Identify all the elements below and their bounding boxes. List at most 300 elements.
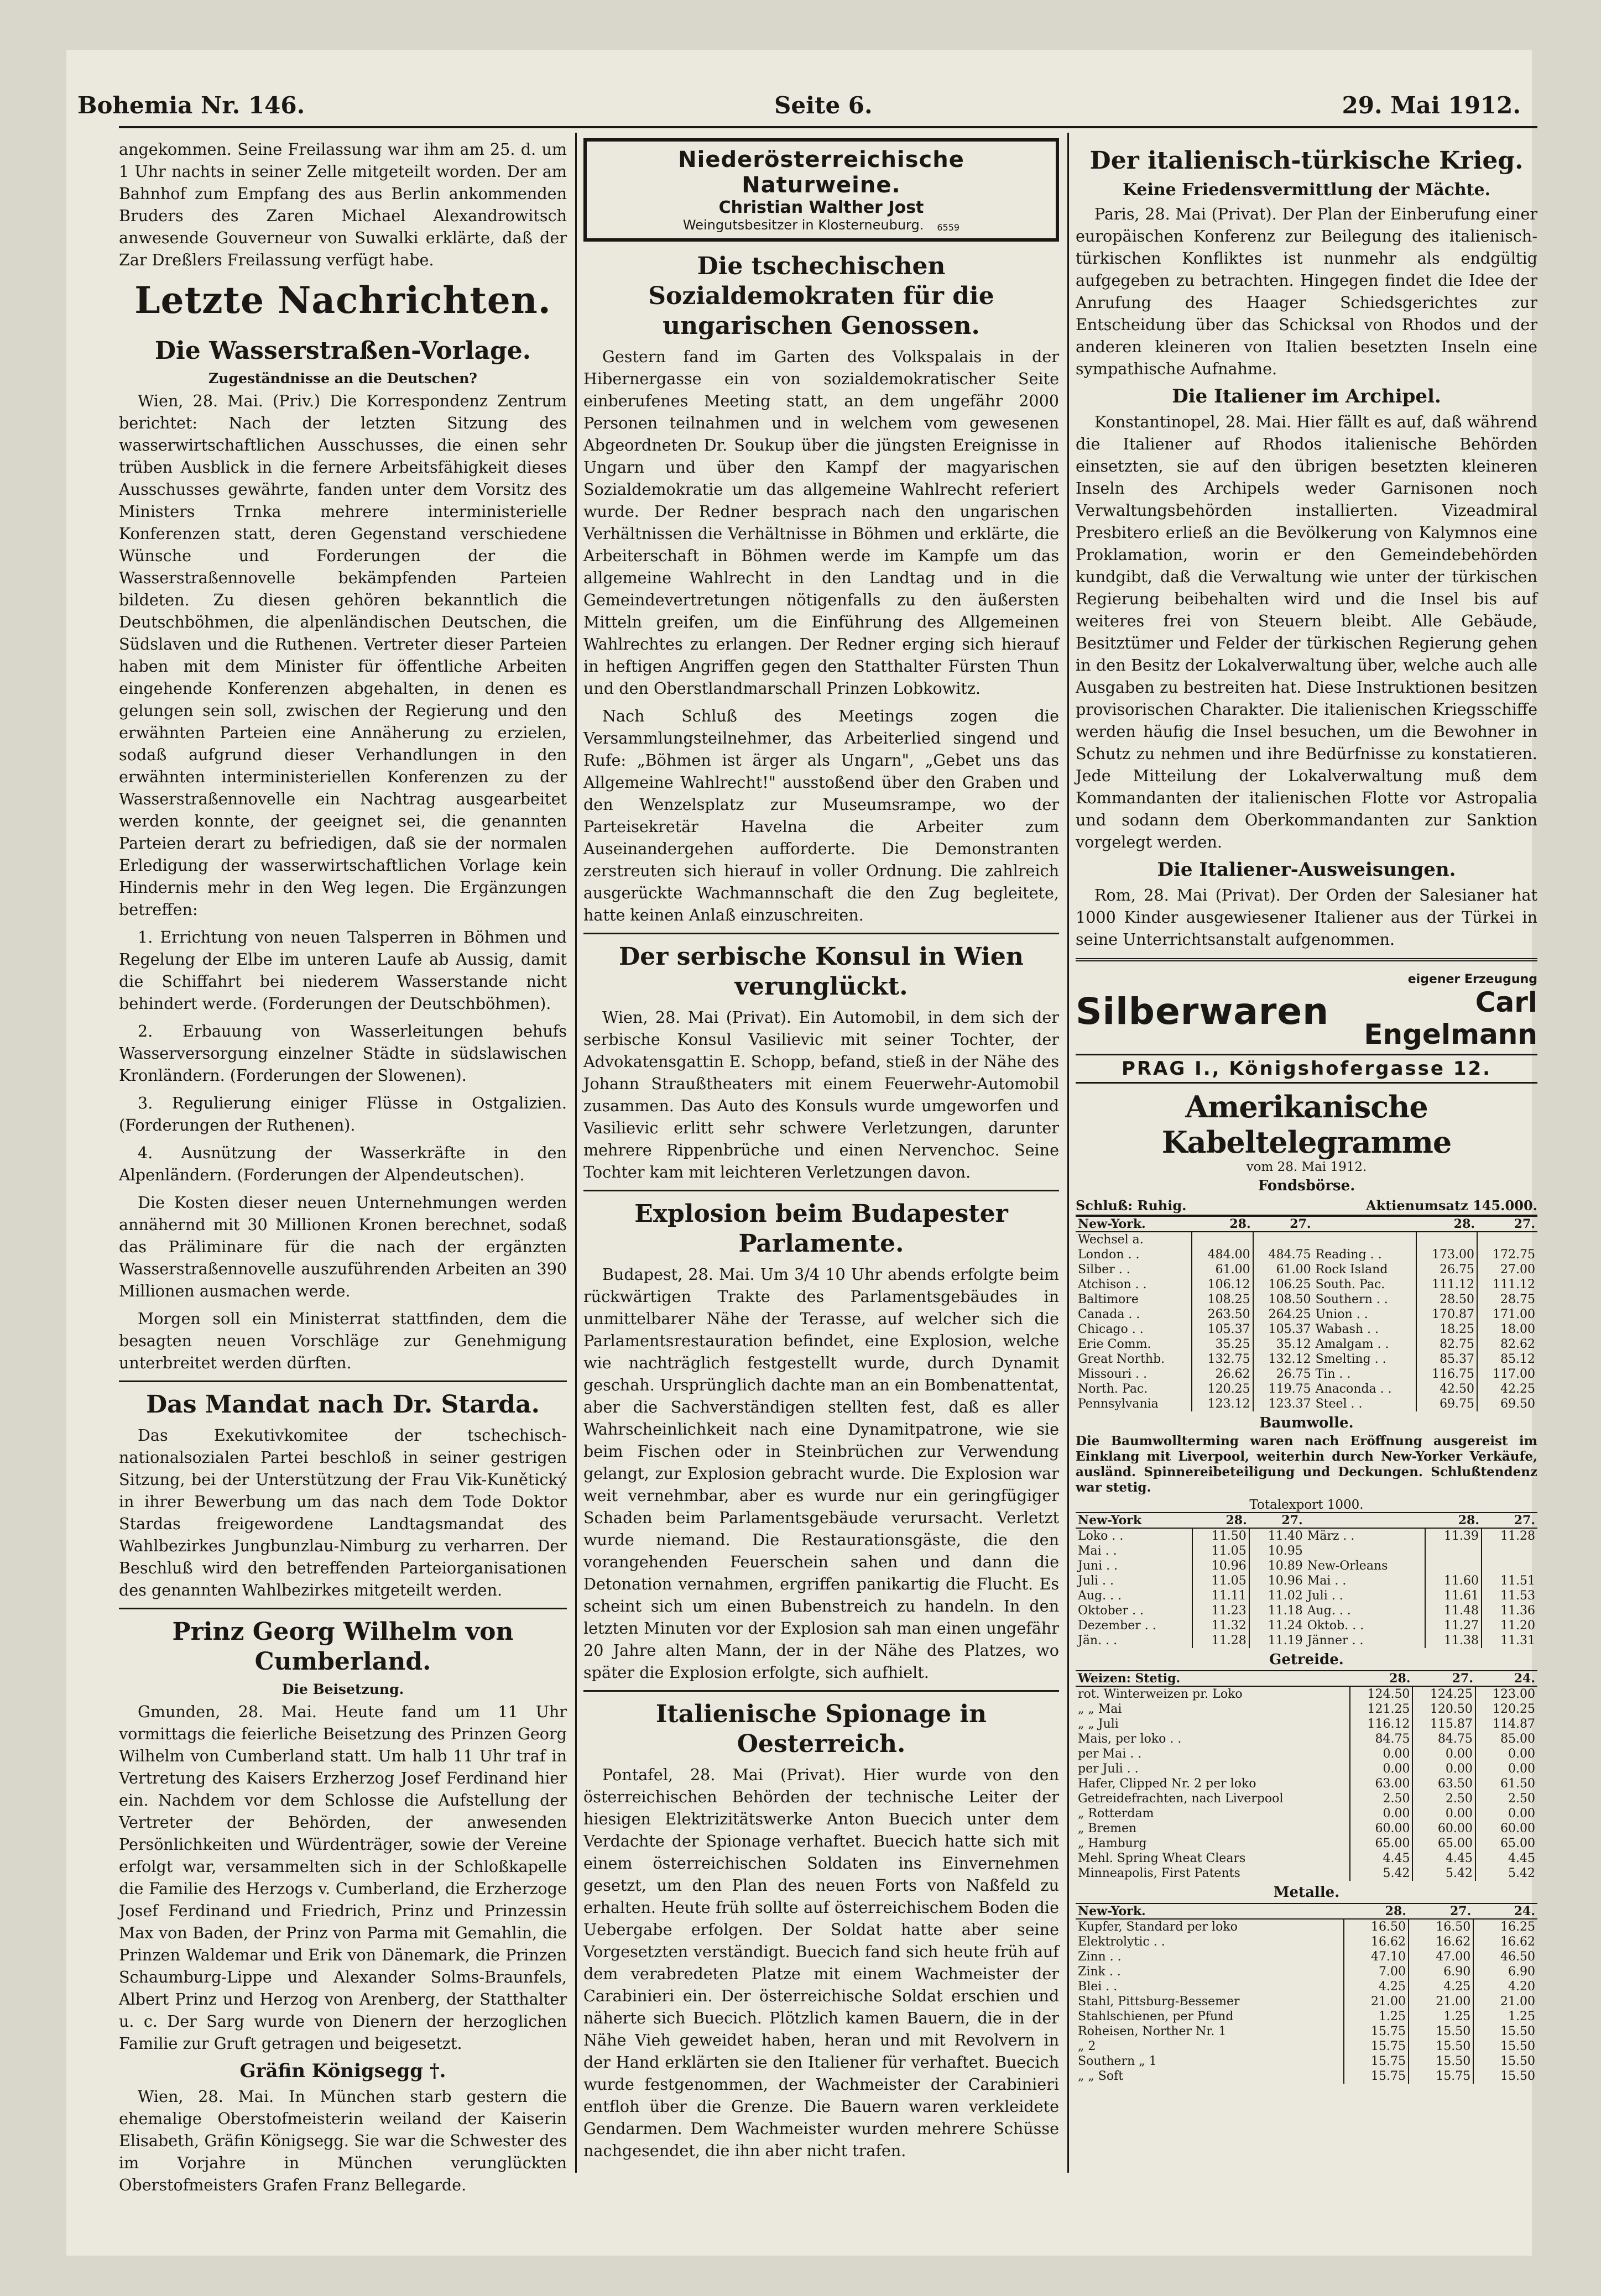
market-section: Metalle. <box>1273 1884 1340 1901</box>
article-title: Die Wasserstraßen-Vorlage. <box>154 337 531 365</box>
th: 24. <box>1473 1903 1537 1919</box>
article-title: Italienische Spionage in Oesterreich. <box>655 1700 987 1758</box>
table-cell: London . . <box>1078 1248 1140 1262</box>
table-cell: 16.62 <box>1344 1934 1409 1949</box>
wine-advertisement <box>583 138 1059 242</box>
table-cell: „ 2 <box>1078 2039 1096 2053</box>
table-cell: 4.20 <box>1473 1979 1537 1994</box>
article-paragraph: Wien, 28. Mai. In München starb gestern die ehemalige Oberstofmeisterin weiland der Kaiserin Elisabeth, Gräfin Königsegg. Sie war die Schwester des im Vorjahre in München verunglückten Oberstofmeisters Grafen Franz Bellegarde. <box>119 2087 567 2194</box>
table-cell: „ „ Juli <box>1078 1717 1119 1731</box>
table-cell: 11.31 <box>1482 1633 1537 1648</box>
article-paragraph: Wien, 28. Mai. (Priv.) Die Korrespondenz Zentrum berichtet: Nach der letzten Sitzung des wasserwirtschaftlichen Ausschusses, die einen sehr trüben Ausblick in die fernere Arbeitsfähigkeit dieses Ausschusses gewährte, fanden unter dem Vorsitz des Ministers Trnka mehrere interministerielle Konferenzen statt, deren Gegenstand verschiedene Wünsche und Forderungen der die Wasserstraßennovelle bekämpfenden Parteien bildeten. Zu diesen gehören bekanntlich die Deutschböhmen, die alpenländischen Deutschen, die Südslaven und die Ruthenen. Vertreter dieser Parteien haben mit dem Minister für öffentliche Arbeiten eingehende Konferenzen abgehalten, in denen es gelungen sein soll, zwischen der Regierung und den erwähnten Parteien eine Annäherung zu erzielen, sodaß aufgrund dieser Verhandlungen in den erwähnten interministeriellen Konferenzen zu der Wasserstraßennovelle ein Nachtrag ausgearbeitet werden konnte, der geeignet sei, die genannten Parteien derart zu befriedigen, daß sie der normalen Erledigung der wasserwirtschaftlichen Vorlage kein Hindernis mehr in den Weg legen. Die Ergänzungen betreffen: <box>119 391 567 919</box>
table-cell: 61.00 <box>1192 1262 1253 1277</box>
table-cell: 0.00 <box>1475 1746 1537 1761</box>
table-row <box>1076 1618 1537 1633</box>
table-cell: 0.00 <box>1475 1761 1537 1776</box>
ad-sub: Weingutsbesitzer in Klosterneuburg. <box>682 217 924 233</box>
table-cell: 4.45 <box>1350 1851 1412 1866</box>
table-cell: 47.10 <box>1344 1949 1409 1964</box>
table-cell: Juli . . <box>1078 1574 1114 1588</box>
article-title: Der italienisch-türkische Krieg. <box>1089 147 1524 175</box>
table-row <box>1076 1603 1537 1618</box>
th: 24. <box>1475 1671 1537 1686</box>
table-cell: 15.50 <box>1473 2069 1537 2084</box>
table-cell: 11.48 <box>1425 1603 1482 1618</box>
table-row <box>1076 1382 1537 1397</box>
table-cell: Dezember . . <box>1078 1619 1156 1633</box>
article-title: Die Italiener-Ausweisungen. <box>1157 859 1456 881</box>
table-cell: Wechsel a. <box>1078 1233 1144 1247</box>
table-cell: Steel . . <box>1315 1397 1363 1411</box>
table-cell <box>1425 1544 1482 1558</box>
grain-table <box>1076 1670 1537 1881</box>
table-row <box>1076 1776 1537 1791</box>
table-cell: Atchison . . <box>1078 1278 1147 1291</box>
table-cell: Amalgam . . <box>1315 1337 1389 1351</box>
silverware-advertisement <box>1076 969 1537 1055</box>
table-cell: Loko . . <box>1078 1529 1124 1543</box>
ad-name: Christian Walther Jost <box>718 198 924 217</box>
table-cell: Getreidefrachten, nach Liverpool <box>1078 1792 1284 1806</box>
table-row <box>1076 1761 1537 1776</box>
table-cell: 123.00 <box>1475 1686 1537 1702</box>
table-cell: 11.27 <box>1425 1618 1482 1633</box>
table-cell: 16.62 <box>1409 1934 1473 1949</box>
table-cell: 28.50 <box>1416 1292 1477 1307</box>
article-paragraph: Paris, 28. Mai (Privat). Der Plan der Einberufung einer europäischen Konferenz zur Beilegung des italienisch-türkischen Konfliktes ist nunmehr als endgültig aufgegeben zu betrachten. Hingegen findet die Idee der Anrufung des Haager Schiedsgerichtes zur Entscheidung über das Schicksal von Rhodos und der anderen kleineren von Italien besetzten Inseln eine sympathische Aufnahme. <box>1076 205 1537 378</box>
table-cell: Mehl. Spring Wheat Clears <box>1078 1852 1246 1865</box>
article-paragraph: Gmunden, 28. Mai. Heute fand um 11 Uhr vormittags die feierliche Beisetzung des Prinzen Georg Wilhelm von Cumberland statt. Um halb 11 Uhr traf in Vertretung des Kaisers Erzherzog Josef Ferdinand hier ein. Nachdem vor dem Schlosse die Aufstellung der Vertreter der Behörden, der anwesenden Persönlichkeiten und Würdenträger, sowie der Vereine erfolgt war, versammelten sich in der Schloßkapelle die Familie des Herzogs v. Cumberland, die Erzherzoge Josef Ferdinand und Friedrich, Prinz und Prinzessin Max von Baden, der Prinz von Parma mit Gemahlin, die Prinzen Waldemar und Erik von Dänemark, die Prinzen Schaumburg-Lippe und Alexander Solms-Braunfels, Albert Prinz und Herzog von Arenberg, der Statthalter u. c. Der Sarg wurde von Dienern der herzoglichen Familie zur Gruft getragen und beigesetzt. <box>119 1702 567 2053</box>
table-row <box>1076 1702 1537 1717</box>
article-title: Explosion beim Budapester Parlamente. <box>634 1200 1008 1258</box>
table-cell: 18.00 <box>1477 1322 1537 1337</box>
table-cell: 114.87 <box>1475 1717 1537 1732</box>
table-cell: Elektrolytic . . <box>1078 1935 1165 1949</box>
th: New-York <box>1076 1513 1192 1528</box>
table-header <box>1076 1903 1537 1919</box>
table-cell <box>1416 1232 1477 1247</box>
table-cell: 115.87 <box>1412 1717 1475 1732</box>
table-cell: 11.50 <box>1192 1528 1249 1544</box>
list-item: 2. Erbauung von Wasserleitungen behufs Wasserversorgung einzelner Städte in südslawischen Kronländern. (Forderungen der Slowenen). <box>119 1022 567 1085</box>
ad-title: Niederösterreichische Naturweine. <box>678 147 964 198</box>
table-cell: Pennsylvania <box>1078 1397 1159 1411</box>
table-cell: 4.25 <box>1344 1979 1409 1994</box>
table-cell: 7.00 <box>1344 1964 1409 1979</box>
divider <box>119 1380 567 1382</box>
table-cell: 15.50 <box>1409 2039 1473 2054</box>
table-cell: 85.12 <box>1477 1352 1537 1367</box>
table-cell: per Mai . . <box>1078 1747 1142 1761</box>
table-cell: Chicago . . <box>1078 1322 1144 1336</box>
table-cell: 0.00 <box>1350 1761 1412 1776</box>
table-cell: März . . <box>1307 1529 1355 1543</box>
table-cell: Silber . . <box>1078 1263 1130 1277</box>
table-row <box>1076 1791 1537 1806</box>
table-cell: Great Northb. <box>1078 1352 1165 1366</box>
table-cell: 11.28 <box>1482 1528 1537 1544</box>
table-cell: Blei . . <box>1078 1980 1118 1994</box>
table-row <box>1076 1292 1537 1307</box>
th: New-York. <box>1076 1903 1344 1919</box>
table-cell: 63.00 <box>1350 1776 1412 1791</box>
table-row <box>1076 1866 1537 1881</box>
table-cell: Oktob. . . <box>1307 1619 1364 1633</box>
table-cell: 108.25 <box>1192 1292 1253 1307</box>
article-paragraph: Das Exekutivkomitee der tschechisch-nationalsozialen Partei beschloß in seiner gestrigen Sitzung, bei der Unterstützung der Frau Vik-Kunětický in ihrer Bewerbung um das nach dem Tode Doktor Stardas freigewordene Landtagsmandat des Wahlbezirkes Jungbunzlau-Nimburg zu verharren. Der Beschluß wird den betreffenden Parteiorganisationen des genannten Wahlbezirkes mitgeteilt werden. <box>119 1426 567 1599</box>
article-title: Der serbische Konsul in Wien verunglückt. <box>619 943 1024 1001</box>
table-cell: North. Pac. <box>1078 1382 1148 1396</box>
table-cell: 119.75 <box>1253 1382 1313 1397</box>
table-cell: Roheisen, Norther Nr. 1 <box>1078 2025 1227 2038</box>
table-row <box>1076 1307 1537 1322</box>
table-cell: 123.12 <box>1192 1397 1253 1411</box>
table-cell: 10.96 <box>1192 1558 1249 1573</box>
market-note: Die Baumwollterming waren nach Eröffnung ausgereist im Einklang mit Liverpool, weiterhin durch New-Yorker Verkäufe, ausländ. Spinnereibeteiligung und Deckungen. Schlußtendenz war stetig. <box>1076 1434 1537 1495</box>
ad-firm <box>1329 972 1537 1050</box>
table-cell: 6.90 <box>1473 1964 1537 1979</box>
table-row <box>1076 1686 1537 1702</box>
table-cell: „ Hamburg <box>1078 1837 1147 1850</box>
table-row <box>1076 2054 1537 2069</box>
table-cell: 11.61 <box>1425 1588 1482 1603</box>
table-cell: 106.12 <box>1192 1277 1253 1292</box>
table-cell: 0.00 <box>1350 1806 1412 1821</box>
table-cell: 27.00 <box>1477 1262 1537 1277</box>
market-schluss: Schluß: Ruhig. <box>1076 1197 1187 1214</box>
table-cell: 11.40 <box>1249 1528 1305 1544</box>
table-cell: 11.18 <box>1249 1603 1305 1618</box>
table-row <box>1076 1397 1537 1411</box>
table-cell: 26.75 <box>1416 1262 1477 1277</box>
table-row <box>1076 1934 1537 1949</box>
th: 28. <box>1416 1216 1477 1232</box>
table-cell: 18.25 <box>1416 1322 1477 1337</box>
table-row <box>1076 1367 1537 1382</box>
table-cell: 60.00 <box>1475 1821 1537 1836</box>
article-paragraph: Die Kosten dieser neuen Unternehmungen werden annähernd mit 30 Millionen Kronen berechnet, sodaß das Präliminare für die nach der ergänzten Wasserstraßennovelle auszuführenden Arbeiten an 390 Millionen ausmachen werde. <box>119 1193 567 1300</box>
table-row <box>1076 2009 1537 2024</box>
table-cell: 15.50 <box>1473 2039 1537 2054</box>
table-cell: 11.36 <box>1482 1603 1537 1618</box>
table-cell: 172.75 <box>1477 1247 1537 1262</box>
table-cell <box>1477 1232 1537 1247</box>
table-row <box>1076 1979 1537 1994</box>
table-cell: 85.37 <box>1416 1352 1477 1367</box>
table-cell: 124.50 <box>1350 1686 1412 1702</box>
th: 28. <box>1350 1671 1412 1686</box>
table-cell: 63.50 <box>1412 1776 1475 1791</box>
table-cell: 111.12 <box>1477 1277 1537 1292</box>
table-header <box>1076 1513 1537 1528</box>
table-cell: 11.60 <box>1425 1573 1482 1588</box>
market-section: Getreide. <box>1269 1651 1344 1668</box>
table-cell: 4.45 <box>1412 1851 1475 1866</box>
table-cell: 65.00 <box>1475 1836 1537 1851</box>
table-cell: Canada . . <box>1078 1307 1140 1321</box>
table-header <box>1076 1216 1537 1232</box>
table-cell: Kupfer, Standard per loko <box>1078 1920 1238 1934</box>
table-cell: 124.25 <box>1412 1686 1475 1702</box>
table-cell: 11.11 <box>1192 1588 1249 1603</box>
table-cell: 21.00 <box>1473 1994 1537 2009</box>
table-cell: 15.75 <box>1409 2069 1473 2084</box>
table-cell: 105.37 <box>1253 1322 1313 1337</box>
table-cell: Tin . . <box>1315 1367 1351 1381</box>
table-cell: 263.50 <box>1192 1307 1253 1322</box>
table-cell: 171.00 <box>1477 1307 1537 1322</box>
th: 28. <box>1425 1513 1482 1528</box>
header-page: Seite 6. <box>774 91 873 119</box>
column-2 <box>583 138 1059 2173</box>
table-cell: Hafer, Clipped Nr. 2 per loko <box>1078 1777 1256 1791</box>
table-cell: 28.75 <box>1477 1292 1537 1307</box>
table-cell: Juli . . <box>1307 1589 1343 1603</box>
table-cell: 0.00 <box>1412 1746 1475 1761</box>
table-cell: 105.37 <box>1192 1322 1253 1337</box>
table-cell: 69.50 <box>1477 1397 1537 1411</box>
stock-table <box>1076 1216 1537 1411</box>
table-cell: 15.75 <box>1344 2054 1409 2069</box>
header-rule <box>119 126 1537 128</box>
table-cell: 16.62 <box>1473 1934 1537 1949</box>
th: 27. <box>1412 1671 1475 1686</box>
table-cell: Wabash . . <box>1315 1322 1379 1336</box>
column-divider-1 <box>575 133 577 2173</box>
table-cell: 85.00 <box>1475 1732 1537 1746</box>
table-cell: Mai . . <box>1078 1544 1117 1558</box>
table-cell <box>1192 1232 1253 1247</box>
table-cell: 2.50 <box>1350 1791 1412 1806</box>
column-divider-2 <box>1067 133 1069 2173</box>
table-cell: Southern . . <box>1315 1293 1388 1306</box>
table-cell: 60.00 <box>1350 1821 1412 1836</box>
table-cell: Zink . . <box>1078 1965 1121 1979</box>
table-cell: 108.50 <box>1253 1292 1313 1307</box>
column-1 <box>119 138 567 2194</box>
table-cell: 10.89 <box>1249 1558 1305 1573</box>
table-cell: Rock Island <box>1315 1263 1388 1277</box>
table-cell: 132.75 <box>1192 1352 1253 1367</box>
table-row <box>1076 1949 1537 1964</box>
table-cell: 84.75 <box>1412 1732 1475 1746</box>
article-subtitle: Zugeständnisse an die Deutschen? <box>208 370 477 386</box>
table-row <box>1076 2069 1537 2084</box>
column-3 <box>1076 138 1537 2178</box>
table-cell: 42.25 <box>1477 1382 1537 1397</box>
table-row <box>1076 1919 1537 1934</box>
divider <box>583 1190 1059 1191</box>
th: 28. <box>1192 1513 1249 1528</box>
table-cell: Mais, per loko . . <box>1078 1732 1182 1746</box>
table-cell: Aug. . . <box>1078 1589 1122 1603</box>
ad-name: Carl Engelmann <box>1364 986 1537 1050</box>
market-total: Totalexport 1000. <box>1249 1498 1364 1512</box>
table-cell: 65.00 <box>1350 1836 1412 1851</box>
table-row <box>1076 1717 1537 1732</box>
cotton-table <box>1076 1512 1537 1648</box>
market-section: Baumwolle. <box>1259 1415 1354 1431</box>
table-cell: 11.02 <box>1249 1588 1305 1603</box>
table-cell: 484.75 <box>1253 1247 1313 1262</box>
table-cell: 173.00 <box>1416 1247 1477 1262</box>
table-cell: Jän. . . <box>1078 1634 1118 1648</box>
table-cell: 1.25 <box>1344 2009 1409 2024</box>
table-cell: 10.96 <box>1249 1573 1305 1588</box>
table-cell: 42.50 <box>1416 1382 1477 1397</box>
table-cell: Stahlschienen, per Pfund <box>1078 2010 1234 2023</box>
table-cell: 11.51 <box>1482 1573 1537 1588</box>
table-cell: 15.50 <box>1409 2054 1473 2069</box>
table-cell: 15.75 <box>1344 2069 1409 2084</box>
table-cell: „ „ Mai <box>1078 1702 1122 1716</box>
table-row <box>1076 1573 1537 1588</box>
table-cell: 82.75 <box>1416 1337 1477 1352</box>
table-cell: Missouri . . <box>1078 1367 1148 1381</box>
table-row <box>1076 1528 1537 1544</box>
table-cell: 116.12 <box>1350 1717 1412 1732</box>
table-row <box>1076 1277 1537 1292</box>
table-cell: 11.38 <box>1425 1633 1482 1648</box>
table-cell: 5.42 <box>1412 1866 1475 1881</box>
table-row <box>1076 1964 1537 1979</box>
table-cell: 4.25 <box>1409 1979 1473 1994</box>
table-cell: Oktober . . <box>1078 1604 1144 1618</box>
th: 28. <box>1344 1903 1409 1919</box>
table-cell: 120.50 <box>1412 1702 1475 1717</box>
table-cell: Stahl, Pittsburg-Bessemer <box>1078 1995 1240 2009</box>
table-cell: 69.75 <box>1416 1397 1477 1411</box>
table-row <box>1076 1352 1537 1367</box>
table-cell: Reading . . <box>1315 1248 1382 1262</box>
list-item: 3. Regulierung einiger Flüsse in Ostgalizien. (Forderungen der Ruthenen). <box>119 1094 567 1134</box>
article-title: Die tschechischen Sozialdemokraten für die ungarischen Genossen. <box>648 252 994 340</box>
market-aktien: Aktienumsatz 145.000. <box>1365 1197 1537 1214</box>
table-cell <box>1253 1232 1313 1247</box>
market-title: Amerikanische Kabeltelegramme <box>1161 1089 1452 1160</box>
article-subtitle: Die Beisetzung. <box>281 1681 404 1697</box>
table-cell: 21.00 <box>1344 1994 1409 2009</box>
article-subtitle: Keine Friedensvermittlung der Mächte. <box>1122 180 1491 200</box>
th: 27. <box>1249 1513 1305 1528</box>
table-cell: 484.00 <box>1192 1247 1253 1262</box>
th: 27. <box>1482 1513 1537 1528</box>
article-title: Das Mandat nach Dr. Starda. <box>146 1390 540 1419</box>
table-header <box>1076 1671 1537 1686</box>
table-cell: 11.20 <box>1482 1618 1537 1633</box>
table-cell <box>1482 1544 1537 1558</box>
table-cell: „ „ Soft <box>1078 2069 1124 2083</box>
article-paragraph: Nach Schluß des Meetings zogen die Versammlungsteilnehmer, das Arbeiterlied singend und Rufe: „Böhmen ist ärger als Ungarn", „Gebet uns das Allgemeine Wahlrecht!" ausstoßend über den Graben und den Wenzelsplatz zur Museumsrampe, wo der Parteisekretär Havelna die Arbeiter zum Auseinandergehen aufforderte. Die Demonstranten zerstreuten sich hierauf in voller Ordnung. Die zahlreich ausgerückte Wachmannschaft die den Zug begleitete, hatte keinen Anlaß einzuschreiten. <box>583 707 1059 924</box>
table-row <box>1076 2024 1537 2039</box>
table-cell <box>1425 1558 1482 1573</box>
table-cell: 15.50 <box>1473 2054 1537 2069</box>
th <box>1305 1513 1425 1528</box>
article-paragraph: Rom, 28. Mai (Privat). Der Orden der Salesianer hat 1000 Kinder ausgewiesener Italiener aus der Türkei in seine Unterrichtsanstalt aufgenommen. <box>1076 886 1537 949</box>
table-cell: 82.62 <box>1477 1337 1537 1352</box>
table-cell: 46.50 <box>1473 1949 1537 1964</box>
table-cell: 5.42 <box>1350 1866 1412 1881</box>
th: Weizen: Stetig. <box>1076 1671 1350 1686</box>
table-cell: 15.50 <box>1409 2024 1473 2039</box>
th: New-York. <box>1076 1216 1192 1232</box>
table-cell: 26.75 <box>1253 1367 1313 1382</box>
table-cell: 65.00 <box>1412 1836 1475 1851</box>
table-cell: 16.50 <box>1409 1919 1473 1934</box>
table-cell: 61.00 <box>1253 1262 1313 1277</box>
article-paragraph: Wien, 28. Mai (Privat). Ein Automobil, in dem sich der serbische Konsul Vasilievic mit seiner Tochter, der Advokatensgattin E. Schopp, befand, stieß in der Nähe des Johann Straußtheaters mit einem Feuerwehr-Automobil zusammen. Das Auto des Konsuls wurde umgeworfen und Vasilievic erlitt sehr schwere Verletzungen, darunter mehrere Rippenbrüche und einen Nervenchoc. Seine Tochter kam mit leichteren Verletzungen davon. <box>583 1008 1059 1181</box>
table-cell: New-Orleans <box>1307 1559 1388 1573</box>
article-paragraph: Morgen soll ein Ministerrat stattfinden, dem die besagten neuen Vorschläge zur Genehmigung unterbreitet werden dürften. <box>119 1309 567 1372</box>
table-row <box>1076 2039 1537 2054</box>
table-cell: 60.00 <box>1412 1821 1475 1836</box>
table-row <box>1076 1836 1537 1851</box>
table-cell: 84.75 <box>1350 1732 1412 1746</box>
table-cell <box>1313 1232 1416 1247</box>
article-paragraph: Pontafel, 28. Mai (Privat). Hier wurde von den österreichischen Behörden der technische Leiter der hiesigen Elektrizitätswerke Anton Buecich unter dem Verdachte der Spionage verhaftet. Buecich hatte sich mit einem österreichischen Soldaten ins Einvernehmen gesetzt, um den Plan des neuen Forts von Naßfeld zu erhalten. Heute früh sollte auf österreichischem Boden die Uebergabe erfolgen. Der Soldat hatte aber seine Vorgesetzten verständigt. Buecich fand sich heute früh auf dem verabredeten Platze mit einem Wachmeister der Carabinieri ein. Der österreichische Soldat erschien und näherte sich Buecich. Plötzlich kamen Bauern, die in der Nähe Vieh geweidet haben, heran und mit Revolvern in der Hand erklärten sie den Italiener für verhaftet. Buecich wurde festgenommen, der Wachmeister der Carabinieri entfloh über die Grenze. Die Bauern waren verkleidete Gendarmen. Dem Wachmeister wurden mehrere Schüsse nachgesendet, die ihn aber nicht trafen. <box>583 1765 1059 2160</box>
table-cell: 10.95 <box>1249 1544 1305 1558</box>
table-cell: Erie Comm. <box>1078 1337 1151 1351</box>
table-cell: 106.25 <box>1253 1277 1313 1292</box>
table-row <box>1076 1994 1537 2009</box>
table-cell: Southern „ 1 <box>1078 2054 1157 2068</box>
table-cell: 4.45 <box>1475 1851 1537 1866</box>
table-cell: 5.42 <box>1475 1866 1537 1881</box>
table-row <box>1076 1247 1537 1262</box>
table-row <box>1076 1821 1537 1836</box>
table-cell: 26.62 <box>1192 1367 1253 1382</box>
table-cell: 15.75 <box>1344 2024 1409 2039</box>
table-cell: Jänner . . <box>1307 1634 1364 1648</box>
table-cell: 11.19 <box>1249 1633 1305 1648</box>
table-cell: 120.25 <box>1192 1382 1253 1397</box>
th: 28. <box>1192 1216 1253 1232</box>
divider <box>583 933 1059 934</box>
table-row <box>1076 1806 1537 1821</box>
table-cell: 11.39 <box>1425 1528 1482 1544</box>
table-cell: 11.05 <box>1192 1573 1249 1588</box>
table-cell: 264.25 <box>1253 1307 1313 1322</box>
table-cell <box>1482 1558 1537 1573</box>
table-row <box>1076 1262 1537 1277</box>
market-info <box>1076 1196 1537 1216</box>
intro-paragraph: angekommen. Seine Freilassung war ihm am 25. d. um 1 Uhr nachts in seiner Zelle mitgeteilt worden. Der am Bahnhof zum Empfang des aus Berlin ankommenden Bruders des Zaren Michael Alexandrowitsch anwesende Gouverneur von Suwalki erklärte, daß der Zar Dreßlers Freilassung verfügt habe. <box>119 140 567 269</box>
table-cell: 16.25 <box>1473 1919 1537 1934</box>
table-cell: 1.25 <box>1409 2009 1473 2024</box>
table-row <box>1076 1633 1537 1648</box>
table-cell: 11.24 <box>1249 1618 1305 1633</box>
th: 27. <box>1477 1216 1537 1232</box>
table-cell: 11.32 <box>1192 1618 1249 1633</box>
article-paragraph: Budapest, 28. Mai. Um 3/4 10 Uhr abends erfolgte beim rückwärtigen Trakte des Parlamentsgebäudes in unmittelbarer Nähe der Terasse, auf welcher sich die Parlamentsrestauration befindet, eine Explosion, welche wie nachträglich festgestellt wurde, durch Dynamit geschah. Ursprünglich dachte man an ein Bombenattentat, aber die Sachverständigen stellten fest, daß es aller Wahrscheinlichkeit nach eine Dynamitpatrone, wie sie beim Fischen oder in Steinbrüchen zur Verwendung gelangt, zur Explosion gebracht wurde. Die Explosion war weit vernehmbar, aber es wurde nur ein geringfügiger Schaden beim Parlamentsgebäude verursacht. Verletzt wurde niemand. Die Restaurationsgäste, die den vorangehenden Feuerschein sahen und dann die Detonation vernahmen, ergriffen panikartig die Flucht. Es scheint sich um einen Bubenstreich zu handeln. In den letzten Minuten vor der Explosion sah man einen ungefähr 20 Jahre alten Mann, der in der Nähe des Platzes, wo später die Explosion erfolgte, sich aufhielt. <box>583 1265 1059 1682</box>
list-item: 4. Ausnützung der Wasserkräfte in den Alpenländern. (Forderungen der Alpendeutschen). <box>119 1143 567 1184</box>
ad-number: 6559 <box>937 222 960 233</box>
table-cell: 35.12 <box>1253 1337 1313 1352</box>
table-cell: 0.00 <box>1475 1806 1537 1821</box>
table-cell: 116.75 <box>1416 1367 1477 1382</box>
th <box>1313 1216 1416 1232</box>
page-header <box>77 88 1521 122</box>
table-cell: 15.50 <box>1473 2024 1537 2039</box>
table-cell: 0.00 <box>1412 1806 1475 1821</box>
table-cell: 2.50 <box>1412 1791 1475 1806</box>
header-issue: Bohemia Nr. 146. <box>77 91 305 119</box>
market-date: vom 28. Mai 1912. <box>1246 1160 1367 1174</box>
table-cell: 11.23 <box>1192 1603 1249 1618</box>
table-cell: 0.00 <box>1412 1761 1475 1776</box>
table-cell: South. Pac. <box>1315 1278 1385 1291</box>
table-cell: 0.00 <box>1350 1746 1412 1761</box>
